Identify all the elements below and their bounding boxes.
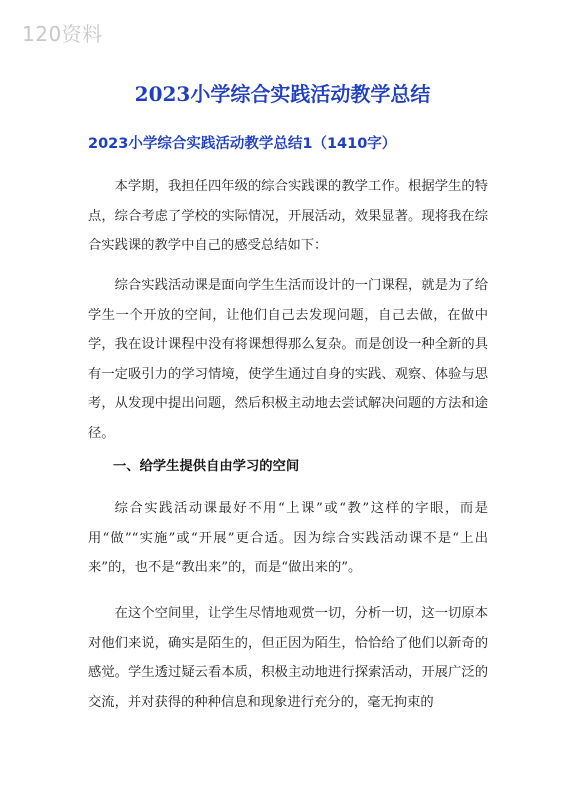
paragraph-terminology: 综合实践活动课最好不用“上课”或“教”这样的字眼，而是用“做”“实施”或“开展”更合适。因为综合实践活动课不是“上出来”的，也不是“教出来”的，而是“做出来的”。 bbox=[88, 501, 488, 575]
watermark: 120资料 bbox=[22, 22, 103, 46]
paragraph-intro: 本学期，我担任四年级的综合实践课的教学工作。根据学生的特点，综合考虑了学校的实际情况，开展活动，效果显著。现将我在综合实践课的教学中自己的感受总结如下： bbox=[88, 179, 488, 253]
sub-heading-free-learning-space: 一、给学生提供自由学习的空间 bbox=[113, 459, 300, 474]
paragraph-course-description: 综合实践活动课是面向学生生活而设计的一门课程，就是为了给学生一个开放的空间，让他们自己去发现问题，自己去做，在做中学，我在设计课程中没有将课想得那么复杂。而是创设一种全新的具有一定吸引力的学习情境，使学生通过自身的实践、观察、体验与思考，从发现中提出问题，然后积极主动地去尝试解决问题的方法和途径。 bbox=[88, 278, 488, 441]
section-heading: 2023小学综合实践活动教学总结1（1410字） bbox=[88, 136, 397, 152]
paragraph-learning-space: 在这个空间里，让学生尽情地观赏一切，分析一切，这一切原本对他们来说，确实是陌生的，但正因为陌生，恰恰给了他们以新奇的感觉。学生透过疑云看本质，积极主动地进行探索活动，开展广泛的交流，并对获得的种种信息和现象进行充分的，毫无拘束的 bbox=[88, 606, 488, 710]
document-title: 2023小学综合实践活动教学总结 bbox=[134, 82, 431, 106]
